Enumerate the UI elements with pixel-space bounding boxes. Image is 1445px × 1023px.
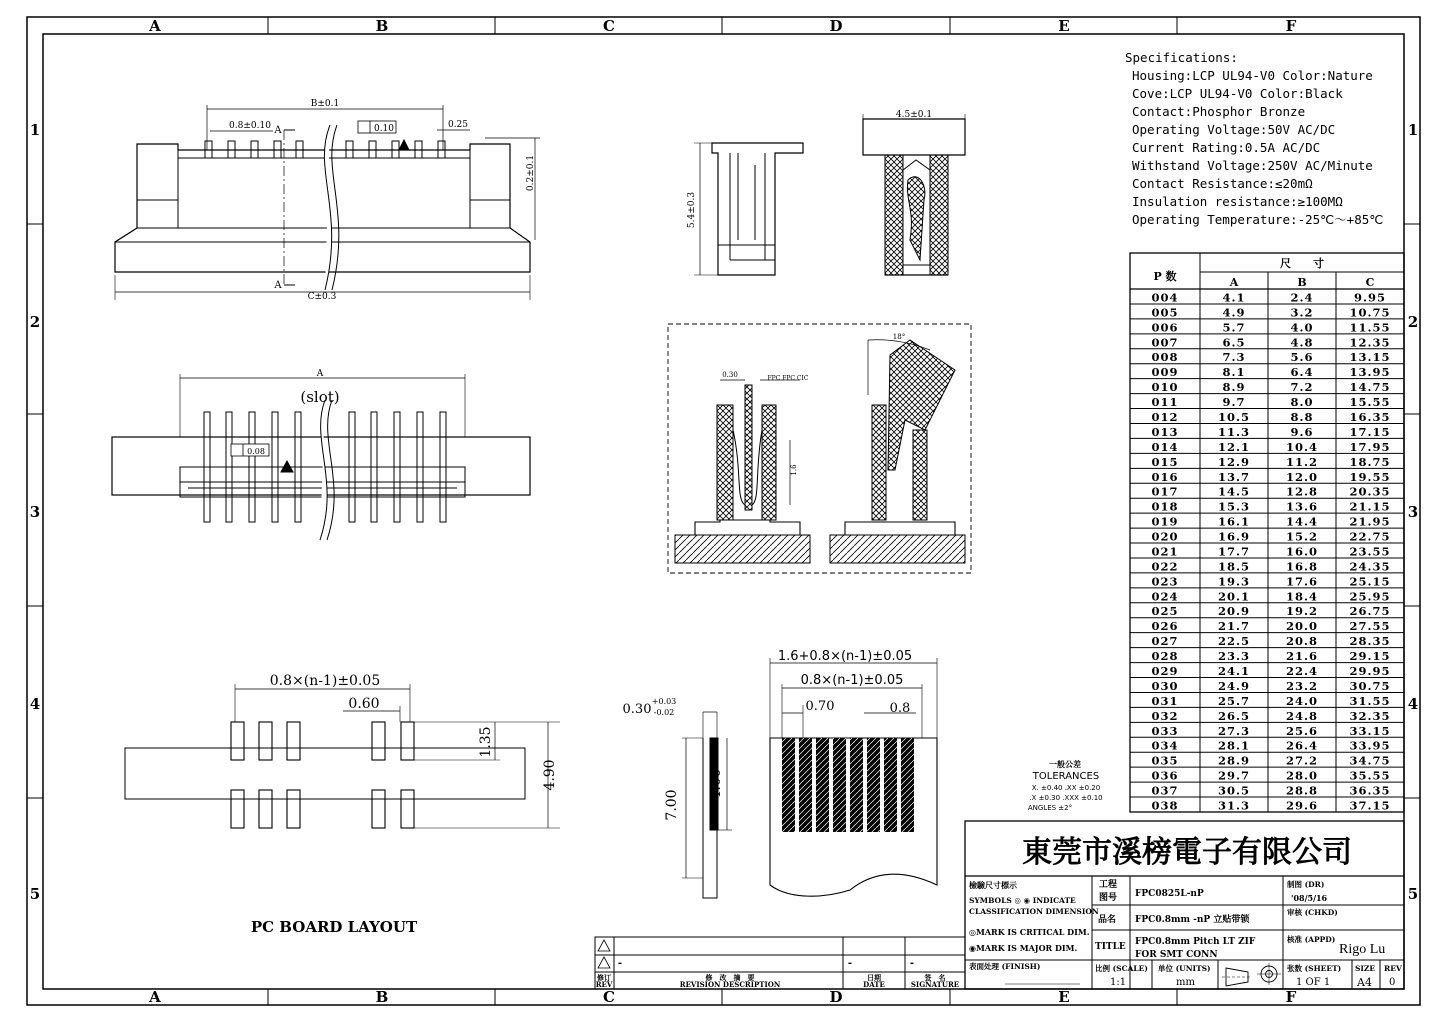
table-cell-pins: 037 [1151, 783, 1179, 798]
table-cell-value: 3.2 [1290, 305, 1314, 320]
grid-col-label: A [149, 17, 161, 35]
table-cell-value: 24.1 [1217, 664, 1251, 679]
table-cell-pins: 035 [1151, 753, 1179, 768]
pcb-135-label: 1.35 [478, 726, 494, 758]
grid-col-label: F [1285, 988, 1297, 1006]
table-cell-value: 11.2 [1285, 454, 1319, 469]
side-view-outline [694, 143, 803, 275]
table-cell-pins: 029 [1151, 664, 1179, 679]
size-label: SIZE [1355, 964, 1376, 973]
table-cell-value: 9.95 [1353, 290, 1387, 305]
grid-row-label: 5 [29, 885, 41, 903]
table-cell-value: 22.5 [1217, 634, 1251, 649]
size-value: A4 [1357, 976, 1372, 989]
major-mark: ◉MARK IS MAJOR DIM. [969, 943, 1078, 953]
table-cell-value: 13.6 [1285, 499, 1319, 514]
fpc-700-label: 7.00 [664, 789, 680, 821]
table-cell-value: 9.7 [1222, 395, 1246, 410]
table-cell-pins: 031 [1151, 693, 1179, 708]
table-cell-value: 31.55 [1349, 693, 1391, 708]
detail-030-label: 0.30 [722, 371, 738, 379]
table-cell-value: 25.7 [1217, 693, 1251, 708]
table-header-p: P 数 [1153, 270, 1177, 283]
flatness-label: 0.08 [247, 447, 265, 456]
rev-label: REV [1384, 964, 1402, 973]
table-cell-value: 17.7 [1217, 544, 1251, 559]
spec-line: Cove:LCP UL94-V0 Color:Black [1132, 86, 1343, 101]
table-cell-value: 6.5 [1222, 335, 1246, 350]
col-desc-cn: 修 改 摘 要 [705, 973, 755, 982]
table-cell-value: 31.3 [1217, 798, 1251, 813]
table-cell-pins: 025 [1151, 604, 1179, 619]
table-header-size: 尺 寸 [1280, 257, 1324, 270]
specifications [1125, 50, 1383, 227]
table-cell-pins: 030 [1151, 678, 1179, 693]
approver-name: Rigo Lu [1339, 942, 1386, 957]
col-sig: SIGNATURE [910, 980, 960, 989]
table-cell-value: 10.5 [1217, 409, 1251, 424]
col-sig-cn: 签 名 [924, 973, 946, 982]
table-cell-pins: 012 [1151, 409, 1179, 424]
spec-line: Current Rating:0.5A AC/DC [1132, 140, 1321, 155]
table-cell-value: 16.0 [1285, 544, 1319, 559]
table-cell-value: 15.2 [1285, 529, 1319, 544]
table-cell-value: 26.5 [1217, 708, 1251, 723]
table-cell-value: 4.8 [1290, 335, 1314, 350]
top-view [115, 105, 540, 300]
pcb-labels [251, 673, 558, 936]
grid-col-label: D [829, 17, 843, 35]
side-section-view [863, 114, 965, 275]
critical-mark: ◎MARK IS CRITICAL DIM. [969, 927, 1090, 937]
table-cell-pins: 006 [1151, 320, 1179, 335]
table-cell-value: 28.0 [1285, 768, 1319, 783]
table-cell-value: 16.8 [1285, 559, 1319, 574]
table-cell-value: 12.35 [1349, 335, 1391, 350]
sheet-value: 1 OF 1 [1296, 977, 1331, 988]
table-cell-pins: 014 [1151, 439, 1179, 454]
detail-angle-label: 18° [892, 333, 906, 341]
grid-row-label: 1 [29, 121, 41, 139]
table-cell-value: 24.8 [1285, 708, 1319, 723]
dim-c-label: C±0.3 [307, 292, 337, 302]
table-cell-value: 12.1 [1217, 439, 1251, 454]
table-cell-value: 19.3 [1217, 574, 1251, 589]
spec-line: Contact Resistance:≤20mΩ [1132, 176, 1313, 191]
table-cell-value: 17.6 [1285, 574, 1319, 589]
fpc-400-label: 4.00 [708, 768, 724, 800]
table-cell-value: 8.9 [1222, 380, 1246, 395]
table-cell-value: 5.6 [1290, 350, 1314, 365]
table-cell-value: 16.9 [1217, 529, 1251, 544]
table-cell-value: 27.3 [1217, 723, 1251, 738]
table-cell-value: 8.1 [1222, 365, 1246, 380]
grid-row-label: 1 [1407, 121, 1419, 139]
table-cell-value: 28.9 [1217, 753, 1251, 768]
table-cell-value: 32.35 [1349, 708, 1391, 723]
symbols-line: CLASSIFICATION DIMENSION [969, 907, 1099, 916]
pcb-490-label: 4.90 [542, 759, 558, 791]
section-a-bottom: A [274, 280, 282, 291]
spec-line: Operating Temperature:-25℃～+85℃ [1132, 212, 1384, 227]
table-cell-value: 20.8 [1285, 634, 1319, 649]
table-cell-value: 25.15 [1349, 574, 1391, 589]
table-cell-pins: 036 [1151, 768, 1179, 783]
fpc-thk-label: 0.30 [622, 702, 652, 717]
table-cell-value: 29.95 [1349, 664, 1391, 679]
table-cell-value: 20.35 [1349, 484, 1391, 499]
grid-row-label: 4 [1407, 695, 1419, 713]
table-cell-pins: 027 [1151, 634, 1179, 649]
table-cell-pins: 009 [1151, 365, 1179, 380]
revision-dash: - [617, 958, 623, 969]
table-cell-value: 7.3 [1222, 350, 1246, 365]
table-cell-pins: 005 [1151, 305, 1179, 320]
scale-label: 比例 (SCALE) [1095, 964, 1148, 973]
title-label: TITLE [1095, 942, 1126, 952]
table-cell-value: 2.4 [1290, 290, 1314, 305]
table-cell-value: 23.3 [1217, 649, 1251, 664]
drawing-no: FPC0825L-nP [1135, 889, 1204, 899]
grid-row-label: 2 [29, 313, 41, 331]
table-cell-value: 36.35 [1349, 783, 1391, 798]
table-header-c: C [1365, 276, 1375, 289]
col-rev: REV [595, 980, 613, 989]
table-cell-pins: 016 [1151, 469, 1179, 484]
spec-line: Withstand Voltage:250V AC/Minute [1132, 158, 1373, 173]
spec-heading: Specifications: [1125, 50, 1238, 65]
grid-row-label: 2 [1407, 313, 1419, 331]
table-cell-value: 23.55 [1349, 544, 1391, 559]
table-cell-value: 16.35 [1349, 409, 1391, 424]
table-cell-pins: 033 [1151, 723, 1179, 738]
table-cell-pins: 032 [1151, 708, 1179, 723]
table-cell-value: 19.55 [1349, 469, 1391, 484]
table-cell-pins: 024 [1151, 589, 1179, 604]
table-cell-value: 4.1 [1222, 290, 1246, 305]
table-cell-value: 20.9 [1217, 604, 1251, 619]
tolerance-line: .X ±0.30 .XXX ±0.10 [1029, 794, 1103, 802]
title-line: FOR SMT CONN [1135, 950, 1218, 960]
symbols-line: SYMBOLS ◎ ◉ INDICATE [969, 896, 1076, 905]
title-line: FPC0.8mm Pitch LT ZIF [1135, 937, 1256, 947]
part-name-label: 品名 [1098, 915, 1117, 925]
dim-b-label: B±0.1 [310, 99, 340, 109]
grid-row-label: 3 [1407, 503, 1419, 521]
scale-value: 1:1 [1110, 977, 1127, 988]
table-cell-value: 22.75 [1349, 529, 1391, 544]
section-a-top: A [274, 125, 282, 136]
table-cell-value: 28.1 [1217, 738, 1251, 753]
table-cell-pins: 038 [1151, 798, 1179, 813]
table-cell-value: 30.75 [1349, 678, 1391, 693]
table-cell-value: 5.7 [1222, 320, 1246, 335]
table-cell-value: 12.9 [1217, 454, 1251, 469]
tolerance-title-cn: 一般公差 [1049, 759, 1081, 769]
sheet-label: 张数 (SHEET) [1287, 964, 1342, 973]
finish-label: 表面处理 (FINISH) [969, 962, 1041, 971]
table-cell-pins: 034 [1151, 738, 1179, 753]
table-cell-value: 27.2 [1285, 753, 1319, 768]
table-cell-value: 29.6 [1285, 798, 1319, 813]
table-cell-pins: 022 [1151, 559, 1179, 574]
table-cell-value: 21.15 [1349, 499, 1391, 514]
grid-row-label: 3 [29, 503, 41, 521]
col-date: DATE [863, 980, 885, 989]
table-cell-value: 37.15 [1349, 798, 1391, 813]
table-cell-pins: 013 [1151, 424, 1179, 439]
table-cell-value: 22.4 [1285, 664, 1319, 679]
table-cell-pins: 026 [1151, 619, 1179, 634]
table-header-b: B [1297, 276, 1307, 289]
table-cell-value: 12.8 [1285, 484, 1319, 499]
table-cell-pins: 028 [1151, 649, 1179, 664]
checked-label: 审核 (CHKD) [1287, 908, 1338, 917]
dim-pitch-label: 0.8±0.10 [229, 121, 271, 131]
table-cell-value: 34.75 [1349, 753, 1391, 768]
dim-a-label: A [316, 369, 324, 379]
table-cell-value: 19.2 [1285, 604, 1319, 619]
revision-dash: - [847, 958, 853, 969]
spec-line: Housing:LCP UL94-V0 Color:Nature [1132, 68, 1373, 83]
table-cell-pins: 021 [1151, 544, 1179, 559]
table-cell-pins: 004 [1151, 290, 1179, 305]
fpc-thk-tol-dn: -0.02 [653, 708, 675, 717]
drawn-date: '08/5/16 [1291, 893, 1328, 903]
table-cell-pins: 023 [1151, 574, 1179, 589]
table-cell-pins: 010 [1151, 380, 1179, 395]
table-cell-value: 8.8 [1290, 409, 1314, 424]
table-cell-value: 25.95 [1349, 589, 1391, 604]
table-cell-value: 24.9 [1217, 678, 1251, 693]
table-cell-value: 10.4 [1285, 439, 1319, 454]
approved-label: 核准 (APPD) [1287, 935, 1336, 944]
dimension-table [1130, 253, 1404, 813]
table-cell-value: 28.8 [1285, 783, 1319, 798]
table-cell-value: 9.6 [1290, 424, 1314, 439]
grid-col-label: C [603, 17, 615, 35]
table-cell-pins: 020 [1151, 529, 1179, 544]
company-name: 東莞市溪榜電子有限公司 [1022, 835, 1352, 870]
table-cell-pins: 011 [1151, 395, 1179, 410]
table-cell-value: 26.75 [1349, 604, 1391, 619]
table-cell-value: 24.0 [1285, 693, 1319, 708]
tolerance-line: ANGLES ±2° [1027, 804, 1073, 812]
table-cell-value: 8.0 [1290, 395, 1314, 410]
units-label: 单位 (UNITS) [1158, 964, 1211, 973]
dim-025-label: 0.25 [447, 120, 469, 130]
table-cell-value: 27.55 [1349, 619, 1391, 634]
table-cell-value: 4.0 [1290, 320, 1314, 335]
detail-16-label: 1.6 [790, 464, 798, 476]
part-name: FPC0.8mm -nP 立贴带锁 [1135, 915, 1250, 925]
table-cell-value: 20.1 [1217, 589, 1251, 604]
drawn-label: 制图 (DR) [1287, 880, 1325, 889]
table-cell-value: 24.35 [1349, 559, 1391, 574]
table-cell-value: 29.7 [1217, 768, 1251, 783]
tolerance-title: TOLERANCES [1032, 771, 1100, 782]
grid-row-label: 4 [29, 695, 41, 713]
table-cell-pins: 015 [1151, 454, 1179, 469]
inspect-label: 檢驗尺寸標示 [969, 880, 1017, 890]
table-cell-value: 14.5 [1217, 484, 1251, 499]
fpc-pitch-label: 0.8×(n-1)±0.05 [800, 673, 904, 688]
col-rev-cn: 修订 [597, 973, 611, 982]
units-value: mm [1176, 977, 1195, 988]
fpc-08-label: 0.8 [889, 701, 911, 716]
detail-fpc-label: FPC FPC CIC [767, 375, 809, 382]
table-cell-value: 33.95 [1349, 738, 1391, 753]
spec-line: Contact:Phosphor Bronze [1132, 104, 1306, 119]
table-cell-value: 18.75 [1349, 454, 1391, 469]
table-cell-value: 18.5 [1217, 559, 1251, 574]
table-cell-value: 13.15 [1349, 350, 1391, 365]
grid-col-label: C [603, 988, 615, 1006]
table-cell-value: 21.95 [1349, 514, 1391, 529]
pcb-title: PC BOARD LAYOUT [250, 918, 418, 936]
table-cell-value: 26.4 [1285, 738, 1319, 753]
table-cell-value: 7.2 [1290, 380, 1314, 395]
table-header-a: A [1229, 276, 1239, 289]
tolerance-line: X. ±0.40 .XX ±0.20 [1031, 784, 1101, 792]
table-rows [1130, 290, 1404, 812]
dim-45-label: 4.5±0.1 [895, 110, 933, 120]
pcb-pitch-label: 0.8×(n-1)±0.05 [269, 673, 381, 689]
table-cell-value: 6.4 [1290, 365, 1314, 380]
grid-col-label: A [149, 988, 161, 1006]
table-cell-value: 30.5 [1217, 783, 1251, 798]
table-cell-value: 21.7 [1217, 619, 1251, 634]
table-cell-value: 10.75 [1349, 305, 1391, 320]
slot-label: (slot) [300, 388, 340, 406]
grid-col-label: E [1058, 17, 1070, 35]
table-cell-pins: 008 [1151, 350, 1179, 365]
table-cell-pins: 018 [1151, 499, 1179, 514]
table-cell-value: 15.3 [1217, 499, 1251, 514]
table-cell-value: 11.55 [1349, 320, 1391, 335]
fpc-070-label: 0.70 [805, 699, 835, 714]
spec-line: Operating Voltage:50V AC/DC [1132, 122, 1336, 137]
fpc-total-label: 1.6+0.8×(n-1)±0.05 [777, 649, 913, 664]
table-cell-value: 18.4 [1285, 589, 1319, 604]
table-cell-value: 17.95 [1349, 439, 1391, 454]
table-cell-value: 28.35 [1349, 634, 1391, 649]
table-cell-value: 14.4 [1285, 514, 1319, 529]
table-cell-value: 35.55 [1349, 768, 1391, 783]
drawing-no-label-2: 图号 [1099, 893, 1118, 903]
col-desc: REVISION DESCRIPTION [679, 980, 781, 989]
table-cell-value: 23.2 [1285, 678, 1319, 693]
grid-col-label: B [375, 17, 389, 35]
spec-line: Insulation resistance:≥100MΩ [1132, 194, 1343, 209]
title-block-text [969, 835, 1402, 989]
flatness-label: 0.10 [373, 124, 395, 134]
table-cell-value: 14.75 [1349, 380, 1391, 395]
table-cell-value: 11.3 [1217, 424, 1251, 439]
table-cell-value: 29.15 [1349, 649, 1391, 664]
dim-02-label: 0.2±0.1 [526, 154, 536, 192]
grid-col-label: D [829, 988, 843, 1006]
table-cell-value: 21.6 [1285, 649, 1319, 664]
table-cell-value: 20.0 [1285, 619, 1319, 634]
rev-value: 0 [1389, 977, 1396, 988]
grid-row-label: 5 [1407, 885, 1419, 903]
grid-col-label: F [1285, 17, 1297, 35]
table-cell-value: 17.15 [1349, 424, 1391, 439]
front-view-labels [247, 369, 340, 456]
pcb-060-label: 0.60 [348, 696, 380, 712]
table-cell-value: 13.7 [1217, 469, 1251, 484]
table-cell-pins: 007 [1151, 335, 1179, 350]
dim-54-label: 5.4±0.3 [687, 191, 697, 229]
grid-col-label: B [375, 988, 389, 1006]
table-cell-value: 33.15 [1349, 723, 1391, 738]
table-cell-value: 25.6 [1285, 723, 1319, 738]
table-cell-value: 16.1 [1217, 514, 1251, 529]
grid-col-label: E [1058, 988, 1070, 1006]
table-cell-pins: 019 [1151, 514, 1179, 529]
table-cell-value: 15.55 [1349, 395, 1391, 410]
fpc-thk-tol-up: +0.03 [651, 697, 677, 706]
pcb-layout [125, 684, 560, 828]
col-date-cn: 日期 [867, 973, 881, 982]
table-cell-value: 12.0 [1285, 469, 1319, 484]
table-cell-value: 4.9 [1222, 305, 1246, 320]
tolerances [1028, 759, 1103, 812]
detail-view [668, 324, 971, 573]
table-cell-pins: 017 [1151, 484, 1179, 499]
revision-dash: - [909, 958, 915, 969]
table-cell-value: 13.95 [1349, 365, 1391, 380]
drawing-no-label: 工程 [1099, 880, 1118, 890]
